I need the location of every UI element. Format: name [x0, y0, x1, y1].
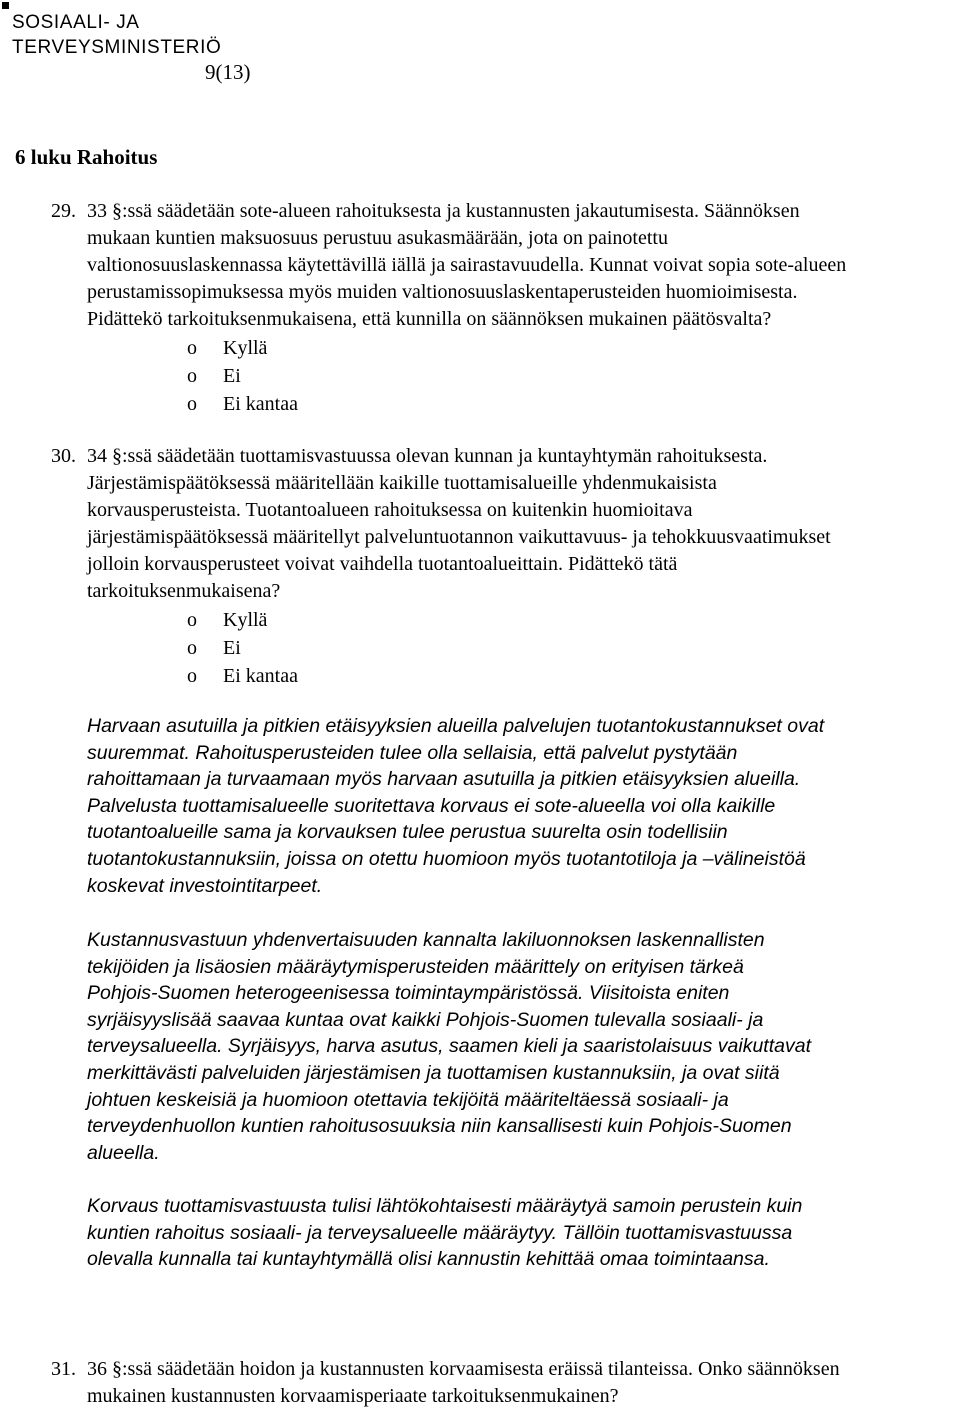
- text-line: 36 §:ssä säädetään hoidon ja kustannusten korvaamisesta eräissä tilanteissa. Onko säännöksen: [87, 1358, 840, 1380]
- bullet-icon: o: [187, 393, 197, 415]
- text-line: tarkoituksenmukaisena?: [87, 580, 281, 602]
- option-ei[interactable]: [187, 362, 298, 390]
- comment-paragraph-1: [87, 713, 959, 899]
- comment-line: terveysalueella. Syrjäisyys, harva asutus, saamen kieli ja saaristolaisuus vaikuttavat: [87, 1035, 811, 1058]
- option-label: Ei kantaa: [223, 393, 298, 415]
- option-label: Ei: [223, 365, 241, 387]
- option-ei[interactable]: [187, 634, 298, 662]
- text-line: korvausperusteista. Tuotantoalueen rahoituksessa on kuitenkin huomioitava: [87, 499, 693, 521]
- logo-text-line2: TERVEYSMINISTERIÖ: [12, 37, 222, 58]
- comment-paragraph-3: [87, 1193, 959, 1273]
- bullet-icon: o: [187, 665, 197, 687]
- comment-line: kuntien rahoitus sosiaali- ja terveysalueelle määräytyy. Tällöin tuottamisvastuussa: [87, 1221, 793, 1244]
- text-line: perustamissopimuksessa myös muiden valtionosuuslaskentaperusteiden huomioimisesta.: [87, 281, 798, 303]
- comment-line: Palvelusta tuottamisalueelle suoritettava korvaus ei sote-alueella voi olla kaikille: [87, 794, 776, 817]
- page-number: 9(13): [205, 60, 251, 84]
- question-29-options: [187, 334, 298, 418]
- comment-line: suuremmat. Rahoitusperusteiden tulee olla sellaisia, että palvelut pystytään: [87, 741, 738, 764]
- question-30-text: [87, 443, 959, 605]
- comment-paragraph-2: [87, 927, 959, 1166]
- bullet-icon: o: [187, 609, 197, 631]
- question-30-options: [187, 606, 298, 690]
- comment-line: Pohjois-Suomen heterogeenisessa toimintaympäristössä. Viisitoista eniten: [87, 982, 730, 1005]
- option-label: Kyllä: [223, 609, 268, 631]
- comment-line: syrjäisyyslisää saavaa kuntaa ovat kaikki Pohjois-Suomen tulevalla sosiaali- ja: [87, 1008, 764, 1031]
- question-29-number: 29.: [51, 200, 76, 222]
- bullet-icon: o: [187, 637, 197, 659]
- option-label: Kyllä: [223, 337, 268, 359]
- bullet-icon: o: [187, 365, 197, 387]
- option-label: Ei: [223, 637, 241, 659]
- comment-line: olevalla kunnalla tai kuntayhtymällä olisi kannustin kehittää omaa toimintaansa.: [87, 1248, 770, 1271]
- bullet-icon: o: [187, 337, 197, 359]
- question-30-number: 30.: [51, 445, 76, 467]
- question-29-text: [87, 198, 959, 333]
- comment-line: Harvaan asutuilla ja pitkien etäisyyksien alueilla palvelujen tuotantokustannukset ovat: [87, 715, 825, 737]
- text-line: valtionosuuslaskennassa käytettävillä iällä ja sairastavuudella. Kunnat voivat sopia sote-alueen: [87, 254, 847, 276]
- chapter-title: 6 luku Rahoitus: [15, 145, 158, 169]
- comment-line: merkittävästi palveluiden järjestämisen ja tuottamisen kustannuksiin, ja ovat siitä: [87, 1061, 780, 1084]
- comment-line: johtuen keskeisiä ja huomioon otettavia tekijöitä määriteltäessä sosiaali- ja: [87, 1088, 729, 1111]
- comment-line: terveydenhuollon kuntien rahoitusosuuksia niin kansallisesti kuin Pohjois-Suomen: [87, 1115, 792, 1138]
- text-line: jolloin korvausperusteet voivat vaihdella tuotantoalueittain. Pidättekö tätä: [87, 553, 678, 575]
- text-line: järjestämispäätöksessä määritellyt palveluntuotannon vaikuttavuus- ja tehokkuusvaatimukset: [87, 526, 831, 548]
- comment-line: tuotantoalueille sama ja korvauksen tulee perustua suurelta osin todellisiin: [87, 821, 728, 844]
- text-line: mukaan kuntien maksuosuus perustuu asukasmäärään, jota on painotettu: [87, 227, 668, 249]
- option-kylla[interactable]: [187, 334, 298, 362]
- logo-text-line1: SOSIAALI- JA: [12, 12, 140, 33]
- option-ei-kantaa[interactable]: [187, 390, 298, 418]
- question-31-text: [87, 1356, 959, 1410]
- option-label: Ei kantaa: [223, 665, 298, 687]
- text-line: 33 §:ssä säädetään sote-alueen rahoituksesta ja kustannusten jakautumisesta. Säännöksen: [87, 200, 800, 222]
- text-line: Järjestämispäätöksessä määritellään kaikille tuottamisalueille yhdenmukaisista: [87, 472, 717, 494]
- comment-line: alueella.: [87, 1141, 160, 1164]
- comment-line: Korvaus tuottamisvastuusta tulisi lähtökohtaisesti määräytyä samoin perustein kuin: [87, 1195, 803, 1217]
- text-line: 34 §:ssä säädetään tuottamisvastuussa olevan kunnan ja kuntayhtymän rahoituksesta.: [87, 445, 768, 467]
- comment-line: Kustannusvastuun yhdenvertaisuuden kannalta lakiluonnoksen laskennallisten: [87, 929, 765, 951]
- comment-line: tuotantokustannuksiin, joissa on otettu huomioon myös tuotantotiloja ja –välineistöä: [87, 847, 806, 870]
- logo-mark: [2, 2, 9, 9]
- comment-line: rahoittamaan ja turvaamaan myös harvaan asutuilla ja pitkien etäisyyksien alueilla.: [87, 768, 801, 791]
- comment-line: koskevat investointitarpeet.: [87, 874, 323, 897]
- question-31-number: 31.: [51, 1358, 76, 1380]
- option-kylla[interactable]: [187, 606, 298, 634]
- text-line: Pidättekö tarkoituksenmukaisena, että kunnilla on säännöksen mukainen päätösvalta?: [87, 308, 772, 330]
- comment-line: tekijöiden ja lisäosien määräytymisperusteiden määrittely on erityisen tärkeä: [87, 955, 744, 978]
- option-ei-kantaa[interactable]: [187, 662, 298, 690]
- text-line: mukainen kustannusten korvaamisperiaate tarkoituksenmukainen?: [87, 1385, 619, 1407]
